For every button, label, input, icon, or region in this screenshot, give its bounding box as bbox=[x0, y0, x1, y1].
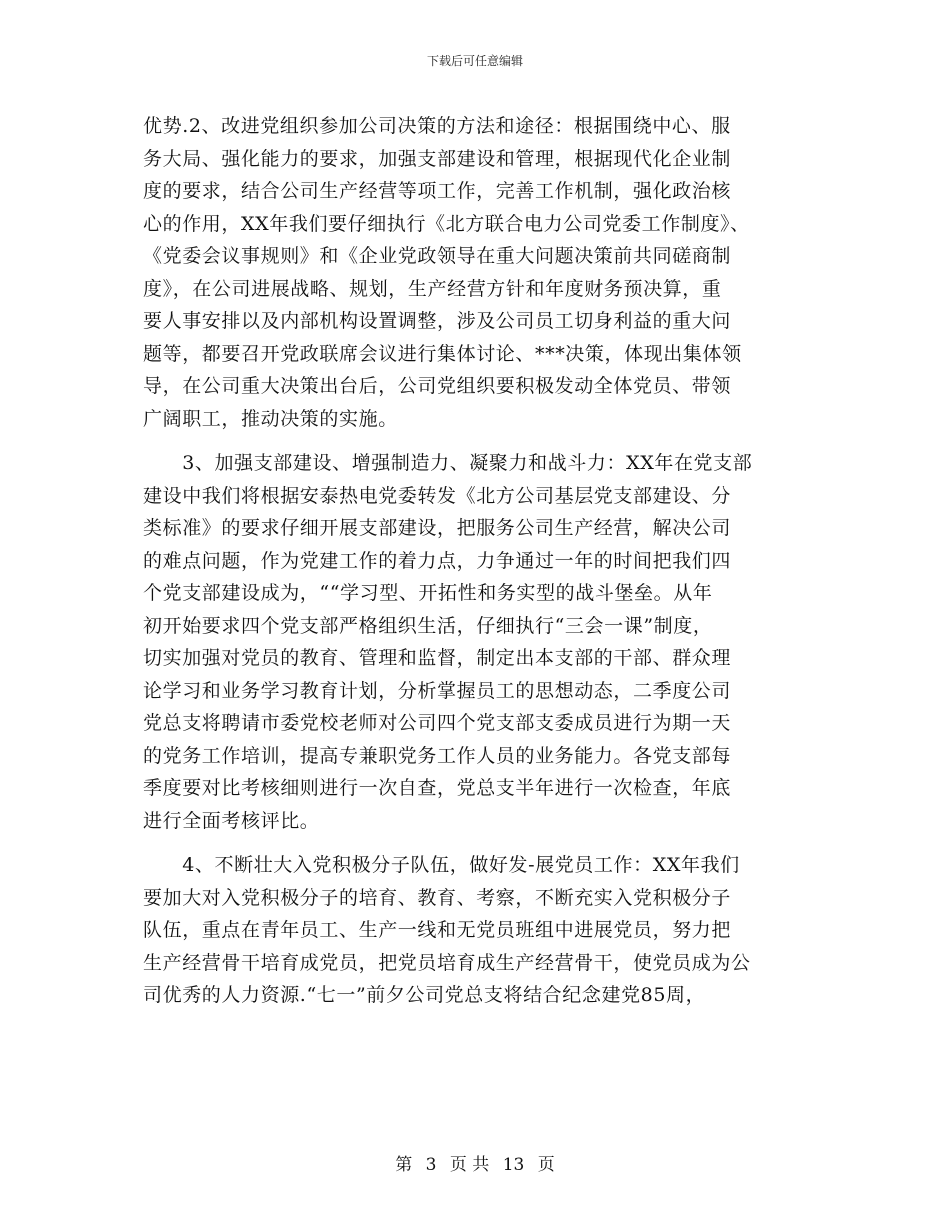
page-number-footer bbox=[0, 1154, 950, 1176]
footer-middle: 页 共 bbox=[449, 1155, 490, 1175]
footer-suffix: 页 bbox=[537, 1155, 555, 1175]
text-line: 初开始要求四个党支部严格组织生活，仔细执行“三会一课”制度， bbox=[143, 614, 713, 637]
text-line: 进行全面考核评比。 bbox=[143, 809, 320, 832]
text-line: 3、加强支部建设、增强制造力、凝聚力和战斗力：XX年在党支部 bbox=[143, 452, 753, 474]
text-line: 生产经营骨干培育成党员，把党员培育成生产经营骨干，使党员成为公 bbox=[143, 951, 751, 974]
text-line: 《党委会议事规则》和《企业党政领导在重大问题决策前共同磋商制 bbox=[143, 245, 732, 267]
text-line: 优势.2、改进党组织参加公司决策的方法和途径：根据围绕中心、服 bbox=[143, 115, 731, 137]
text-line: 党总支将聘请市委党校老师对公司四个党支部支委成员进行为期一天 bbox=[143, 712, 732, 734]
text-line: 的党务工作培训，提高专兼职党务工作人员的业务能力。各党支部每 bbox=[143, 744, 732, 767]
text-line: 题等，都要召开党政联席会议进行集体讨论、***决策，体现出集体领 bbox=[143, 342, 742, 365]
paragraph bbox=[143, 110, 808, 435]
paragraph bbox=[143, 849, 808, 1012]
text-line: 队伍，重点在青年员工、生产一线和无党员班组中进展党员，努力把 bbox=[143, 919, 732, 941]
text-line: 个党支部建设成为，““学习型、开拓性和务实型的战斗堡垒。从年 bbox=[143, 582, 713, 604]
text-line: 类标准》的要求仔细开展支部建设，把服务公司生产经营，解决公司 bbox=[143, 517, 732, 539]
text-line: 务大局、强化能力的要求，加强支部建设和管理，根据现代化企业制 bbox=[143, 147, 732, 170]
text-line: 季度要对比考核细则进行一次自查，党总支半年进行一次检查，年底 bbox=[143, 777, 732, 799]
text-line: 导，在公司重大决策出台后，公司党组织要积极发动全体党员、带领 bbox=[143, 375, 732, 397]
text-line: 广阔职工，推动决策的实施。 bbox=[143, 407, 398, 430]
text-line: 论学习和业务学习教育计划，分析掌握员工的思想动态，二季度公司 bbox=[143, 679, 732, 702]
text-line: 度》，在公司进展战略、规划，生产经营方针和年度财务预决算，重 bbox=[143, 277, 722, 300]
text-line: 心的作用，XX年我们要仔细执行《北方联合电力公司党委工作制度》、 bbox=[143, 212, 750, 235]
text-line: 要加大对入党积极分子的培育、教育、考察，不断充实入党积极分子 bbox=[143, 886, 732, 909]
paragraph-spacer bbox=[143, 435, 808, 447]
footer-prefix: 第 bbox=[395, 1155, 413, 1175]
document-body bbox=[143, 110, 808, 1012]
page-header-note: 下载后可任意编辑 bbox=[426, 54, 523, 68]
text-line: 的难点问题，作为党建工作的着力点，力争通过一年的时间把我们四 bbox=[143, 549, 732, 572]
text-line: 切实加强对党员的教育、管理和监督，制定出本支部的干部、群众理 bbox=[143, 647, 732, 669]
total-page-count: 13 bbox=[502, 1155, 525, 1175]
text-line: 司优秀的人力资源.“七一”前夕公司党总支将结合纪念建党85周， bbox=[143, 984, 706, 1006]
current-page-number: 3 bbox=[425, 1155, 437, 1175]
text-line: 建设中我们将根据安泰热电党委转发《北方公司基层党支部建设、分 bbox=[143, 484, 732, 507]
text-line: 度的要求，结合公司生产经营等项工作，完善工作机制，强化政治核 bbox=[143, 180, 732, 202]
paragraph bbox=[143, 447, 808, 837]
text-line: 要人事安排以及内部机构设置调整，涉及公司员工切身利益的重大问 bbox=[143, 310, 732, 332]
text-line: 4、不断壮大入党积极分子队伍，做好发-展党员工作：XX年我们 bbox=[143, 854, 740, 876]
paragraph-spacer bbox=[143, 837, 808, 849]
